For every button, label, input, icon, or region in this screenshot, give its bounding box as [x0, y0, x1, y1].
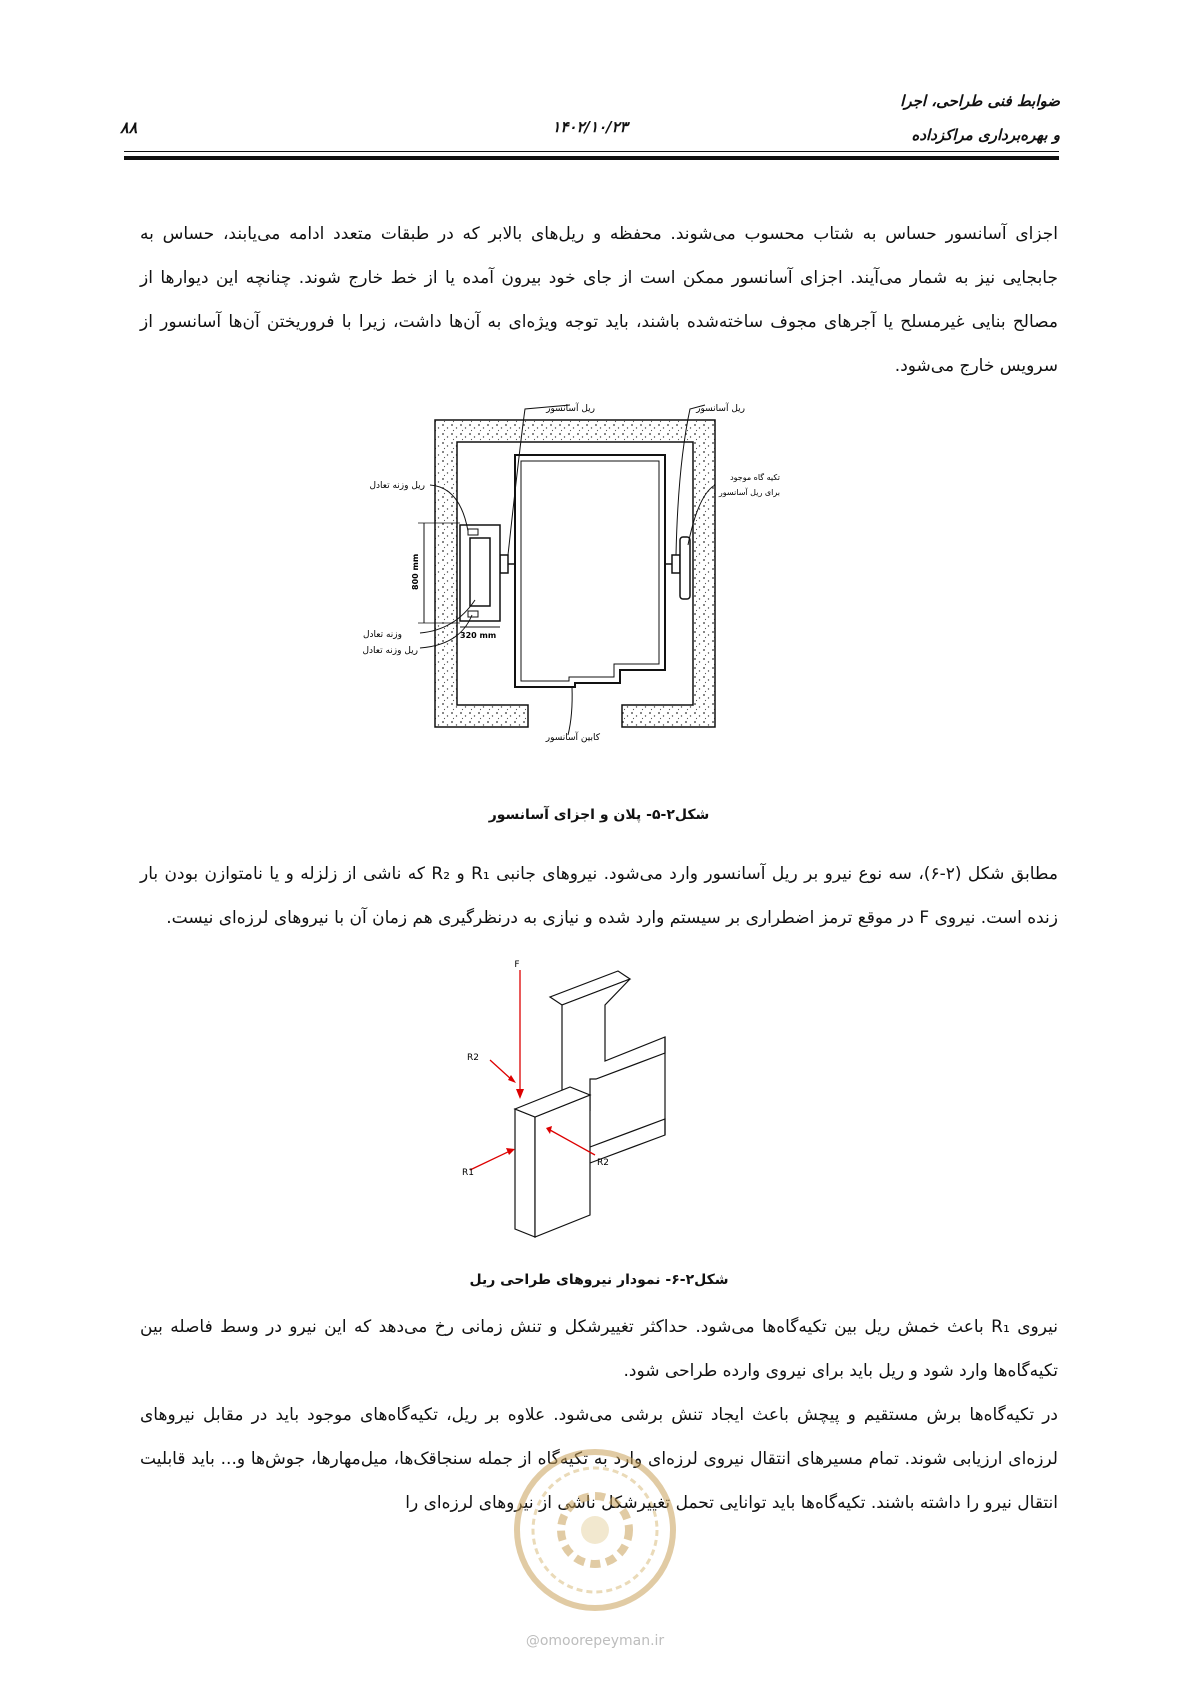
title-line-1: ضوابط فنی طراحی، اجرا: [900, 92, 1060, 110]
header-rule-thin: [124, 151, 1059, 152]
title-line-2: و بهره‌برداری مراکزداده: [911, 126, 1060, 144]
label-counterweight-rail-top: ریل وزنه تعادل: [369, 481, 425, 491]
watermark-seal-icon: [505, 1440, 685, 1620]
label-car-rail-right: ریل آسانسور: [696, 404, 745, 414]
car-rail-right: [672, 555, 680, 573]
label-counterweight-rail-bottom: ریل وزنه تعادل: [362, 646, 418, 656]
dim-horizontal-label: 320 mm: [460, 631, 497, 640]
dim-vertical-label: 800 mm: [411, 553, 420, 590]
paragraph-3: نیروی R₁ باعث خمش ریل بین تکیه‌گاه‌ها می‌شود. حداکثر تغییرشکل و تنش زمانی رخ می‌دهد که این نیرو در وسط فاصله بین تکیه‌گاه‌ها وارد شود و ریل باید برای نیروی وارده طراحی شود.: [140, 1317, 1058, 1381]
watermark-text: @omoorepeyman.ir: [525, 1633, 665, 1649]
elevator-plan-figure: [360, 405, 790, 795]
label-support-line2: برای ریل آسانسور: [718, 488, 780, 497]
elevator-cabin: [515, 455, 665, 687]
force-label-f: F: [514, 960, 520, 970]
force-label-r1: R1: [462, 1168, 474, 1178]
force-label-r2-bottom: R2: [597, 1158, 609, 1168]
paragraph-2: مطابق شکل (۲-۶)، سه نوع نیرو بر ریل آسانسور وارد می‌شود. نیروهای جانبی R₁ و R₂ که ناشی از زلزله و یا نامتوازن بودن بار زنده است. نیروی F در موقع ترمز اضطراری بر سیستم وارد شده و نیازی به درنظرگیری هم زمان آن با نیروهای لرزه‌ای نیست.: [140, 864, 1058, 928]
label-car-rail-left: ریل آسانسور: [546, 404, 595, 414]
label-cabin: کابین آسانسور: [545, 733, 600, 743]
rail-front-face: [515, 1109, 535, 1237]
page-number: ۸۸: [120, 118, 138, 137]
paragraph-4: در تکیه‌گاه‌ها برش مستقیم و پیچش باعث ایجاد تنش برشی می‌شود. علاوه بر ریل، تکیه‌گاه‌های موجود باید در مقابل نیروهای لرزه‌ای ارزیابی شوند. تمام مسیرهای انتقال نیروی لرزه‌ای وارد به تکیه‌گاه از جمله سنجاقک‌ها، میل‌مهارها، جوش‌ها و... باید قابلیت انتقال نیرو را داشته باشند. تکیه‌گاه‌ها باید توانایی تحمل تغییرشکل ناشی از نیروهای لرزه‌ای را: [140, 1405, 1058, 1513]
rail-forces-figure: [462, 960, 750, 1245]
rail-support-right: [680, 537, 690, 599]
figure-1-caption: شکل۲-۵- پلان و اجزای آسانسور: [488, 807, 710, 823]
header-rule-thick: [124, 156, 1059, 160]
label-counterweight: وزنه تعادل: [362, 630, 402, 640]
paragraph-1: اجزای آسانسور حساس به شتاب محسوب می‌شوند. محفظه و ریل‌های بالابر که در طبقات متعدد ادامه می‌یابند، حساس به جابجایی نیز به شمار می‌آیند. اجزای آسانسور ممکن است از جای خود بیرون آمده یا از خط خارج شوند. چنانچه این دیوارها از مصالح بنایی غیرمسلح یا آجرهای مجوف ساخته‌شده باشند، باید توجه ویژه‌ای به آن‌ها داشت، زیرا با فروریختن آن‌ها آسانسور از سرویس خارج می‌شود.: [140, 224, 1058, 376]
force-label-r2-top: R2: [467, 1053, 479, 1063]
document-date: ۱۴۰۲/۱۰/۲۳: [552, 118, 628, 136]
car-rail-left: [500, 555, 508, 573]
label-support-line1: تکیه گاه موجود: [730, 473, 780, 482]
figure-2-caption: شکل۲-۶- نمودار نیروهای طراحی ریل: [469, 1272, 729, 1288]
